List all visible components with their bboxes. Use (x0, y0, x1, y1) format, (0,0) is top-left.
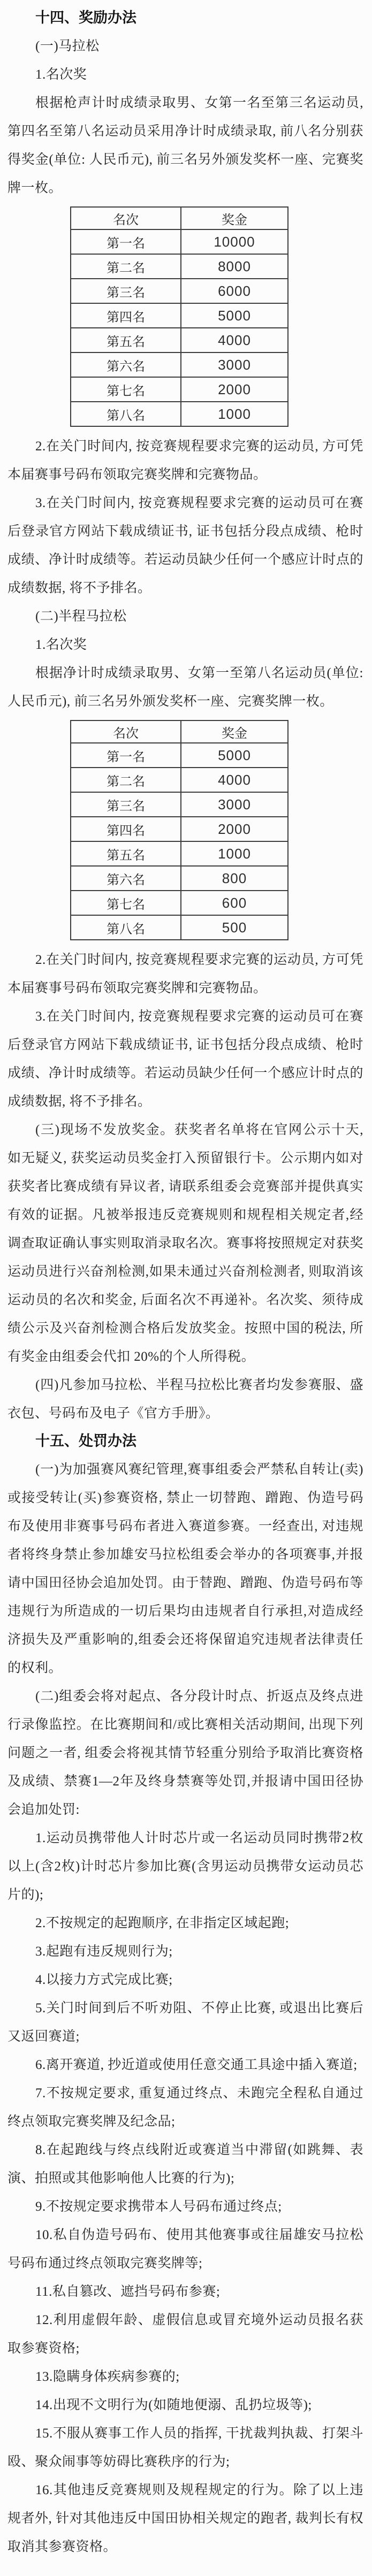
violation-item-1: 1.运动员携带他人计时芯片或一名运动员同时携带2枚以上(含2枚)计时芯片参加比赛(含男运动员携带女运动员芯片的); (7, 1831, 363, 1902)
prize-column-header: 奖金 (181, 720, 288, 743)
violation-item-12: 12.利用虚假年龄、虚假信息或冒充境外运动员报名获取参赛资格; (7, 2313, 363, 2356)
rank-column-header: 名次 (71, 207, 181, 229)
amount-cell: 1000 (181, 402, 288, 426)
rank-cell: 第一名 (71, 743, 181, 768)
amount-cell: 4000 (181, 768, 288, 792)
violation-item-16: 16.其他违反竞赛规则及规程规定的行为。除了以上违规者外, 针对其他违反中国田协相关规定的跑者, 裁判长有权取消其参赛资格。 (7, 2483, 363, 2554)
rank-cell: 第六名 (71, 866, 181, 891)
rank-cell: 第七名 (71, 377, 181, 402)
amount-cell: 6000 (181, 279, 288, 303)
amount-cell: 5000 (181, 743, 288, 768)
violation-item-13: 13.隐瞒身体疾病参赛的; (35, 2370, 180, 2384)
violation-item-4: 4.以接力方式完成比赛; (35, 1973, 173, 1987)
amount-cell: 2000 (181, 817, 288, 841)
rank-cell: 第二名 (71, 768, 181, 792)
half-marathon-finish-rule: 2.在关门时间内, 按竞赛规程要求完赛的运动员, 方可凭本届赛事号码布领取完赛奖牌和完赛物品。 (7, 953, 363, 995)
section-15-heading: 十五、处罚办法 (35, 1433, 136, 1449)
amount-cell: 10000 (181, 229, 288, 254)
table-row (71, 792, 288, 817)
rank-cell: 第七名 (71, 891, 181, 915)
amount-cell: 5000 (181, 303, 288, 328)
rank-cell: 第四名 (71, 303, 181, 328)
half-marathon-section-label: (二)半程马拉松 (35, 609, 127, 624)
rank-cell: 第四名 (71, 817, 181, 841)
amount-cell: 4000 (181, 328, 288, 352)
amount-cell: 3000 (181, 792, 288, 817)
rank-cell: 第三名 (71, 792, 181, 817)
prize-column-header: 奖金 (181, 207, 288, 229)
table-row (71, 817, 288, 841)
violation-item-10: 10.私自伪造号码布、使用其他赛事或往届雄安马拉松号码布通过终点领取完赛奖牌等; (7, 2228, 363, 2271)
violation-item-2: 2.不按规定的起跑顺序, 在非指定区域起跑; (35, 1916, 290, 1930)
table-row (71, 377, 288, 402)
amount-cell: 2000 (181, 377, 288, 402)
table-header-row (71, 720, 288, 743)
table-row (71, 768, 288, 792)
amount-cell: 1000 (181, 841, 288, 866)
table-row (71, 891, 288, 915)
violation-item-11: 11.私自篡改、遮挡号码布参赛; (35, 2284, 221, 2299)
violation-item-9: 9.不按规定要求携带本人号码布通过终点; (35, 2199, 282, 2214)
amount-cell: 800 (181, 866, 288, 891)
rank-cell: 第一名 (71, 229, 181, 254)
violation-item-7: 7.不按规定要求, 重复通过终点、未跑完全程私自通过终点领取完赛奖牌及纪念品; (7, 2086, 363, 2129)
table-row (71, 303, 288, 328)
rank-cell: 第三名 (71, 279, 181, 303)
violation-item-8: 8.在起跑线与终点线附近或赛道当中滞留(如跳舞、表演、拍照或其他影响他人比赛的行为); (7, 2143, 363, 2186)
penalty-rule-2-intro: (二)组委会将对起点、各分段计时点、折返点及终点进行录像监控。在比赛期间和/或比赛相关活动期间, 出现下列问题之一者, 组委会将视其情节轻重分别给予取消比赛资格及成绩、禁赛1—2年及终身禁赛等处罚,并报请中国田径协会追加处罚: (7, 1689, 363, 1817)
rank-cell: 第五名 (71, 841, 181, 866)
violation-item-14: 14.出现不文明行为(如随地便溺、乱扔垃圾等); (35, 2398, 312, 2412)
rank-cell: 第八名 (71, 915, 181, 940)
marathon-intro-paragraph: 根据枪声计时成绩录取男、女第一名至第三名运动员,第四名至第八名运动员采用净计时成绩录取, 前八名分别获得奖金(单位: 人民币元), 前三名另外颁发奖杯一座、完赛奖牌一枚。 (7, 96, 363, 195)
rank-column-header: 名次 (71, 720, 181, 743)
table-row (71, 352, 288, 377)
half-marathon-prize-table (70, 720, 289, 940)
marathon-section-label: (一)马拉松 (35, 39, 100, 53)
amount-cell: 600 (181, 891, 288, 915)
marathon-certificate-rule: 3.在关门时间内, 按竞赛规程要求完赛的运动员可在赛后登录官方网站下载成绩证书, 证书包括分段点成绩、枪时成绩、净计时成绩等。若运动员缺少任何一个感应计时点的成绩数据, 将不予排名。 (7, 496, 363, 595)
table-row (71, 402, 288, 426)
rank-cell: 第五名 (71, 328, 181, 352)
rank-cell: 第二名 (71, 254, 181, 279)
table-row (71, 915, 288, 940)
table-row (71, 743, 288, 768)
marathon-rank-award-title: 1.名次奖 (35, 67, 87, 82)
prize-payment-rule: (三)现场不发放奖金。获奖者名单将在官网公示十天, 如无疑义, 获奖运动员奖金打入预留银行卡。公示期内如对获奖者比赛成绩有异议者, 请联系组委会竞赛部并提供真实有效的证据。凡被举报违反竞赛规则和规程相关规定者,经调查取证确认事实则取消录取名次。赛事将按照规定对获奖运动员进行兴奋剂检测,如果未通过兴奋剂检测者, 则取消该运动员的名次和奖金, 后面名次不再递补。名次奖、须待成绩公示及兴奋剂检测合格后发放奖金。按照中国的税法, 所有奖金由组委会代扣 20%的个人所得税。 (7, 1123, 363, 1364)
table-row (71, 866, 288, 891)
rank-cell: 第六名 (71, 352, 181, 377)
table-row (71, 328, 288, 352)
table-row (71, 841, 288, 866)
rank-cell: 第八名 (71, 402, 181, 426)
marathon-prize-table (70, 206, 289, 427)
violation-item-3: 3.起跑有违反规则行为; (35, 1944, 173, 1959)
table-row (71, 229, 288, 254)
penalty-rule-1: (一)为加强赛风赛纪管理,赛事组委会严禁私自转让(卖)或接受转让(买)参赛资格, 禁止一切替跑、蹭跑、伪造号码布及使用非赛事号码布者进入赛道参赛。一经查出, 对违规者将终身禁止参加雄安马拉松组委会举办的各项赛事,并报请中国田径协会追加处罚。由于替跑、蹭跑、伪造号码布等违规行为所造成的一切后果均由违规者自行承担,对造成经济损失及严重影响的,组委会还将保留追究违规者法律责任的权利。 (7, 1462, 363, 1675)
amount-cell: 500 (181, 915, 288, 940)
table-row (71, 254, 288, 279)
table-row (71, 279, 288, 303)
violation-item-6: 6.离开赛道, 抄近道或使用任意交通工具途中插入赛道; (35, 2058, 358, 2072)
marathon-finish-rule: 2.在关门时间内, 按竞赛规程要求完赛的运动员, 方可凭本届赛事号码布领取完赛奖牌和完赛物品。 (7, 439, 363, 482)
amount-cell: 8000 (181, 254, 288, 279)
violation-item-5: 5.关门时间到后不听劝阻、不停止比赛, 或退出比赛后又返回赛道; (7, 2001, 363, 2044)
section-14-heading: 十四、奖励办法 (35, 10, 136, 26)
race-pack-rule: (四)凡参加马拉松、半程马拉松比赛者均发参赛服、盛衣包、号码布及电子《官方手册》。 (7, 1378, 363, 1421)
table-header-row (71, 207, 288, 229)
half-marathon-intro-paragraph: 根据净计时成绩录取男、女第一至第八名运动员(单位: 人民币元), 前三名另外颁发奖杯一座、完赛奖牌一枚。 (7, 666, 363, 709)
amount-cell: 3000 (181, 352, 288, 377)
half-marathon-rank-award-title: 1.名次奖 (35, 638, 87, 652)
half-marathon-certificate-rule: 3.在关门时间内, 按竞赛规程要求完赛的运动员可在赛后登录官方网站下载成绩证书, 证书包括分段点成绩、枪时成绩、净计时成绩等。若运动员缺少任何一个感应计时点的成绩数据, 将不予排名。 (7, 1009, 363, 1109)
violation-item-15: 15.不服从赛事工作人员的指挥, 干扰裁判执裁、打架斗殴、聚众闹事等妨碍比赛秩序的行为; (7, 2426, 363, 2469)
